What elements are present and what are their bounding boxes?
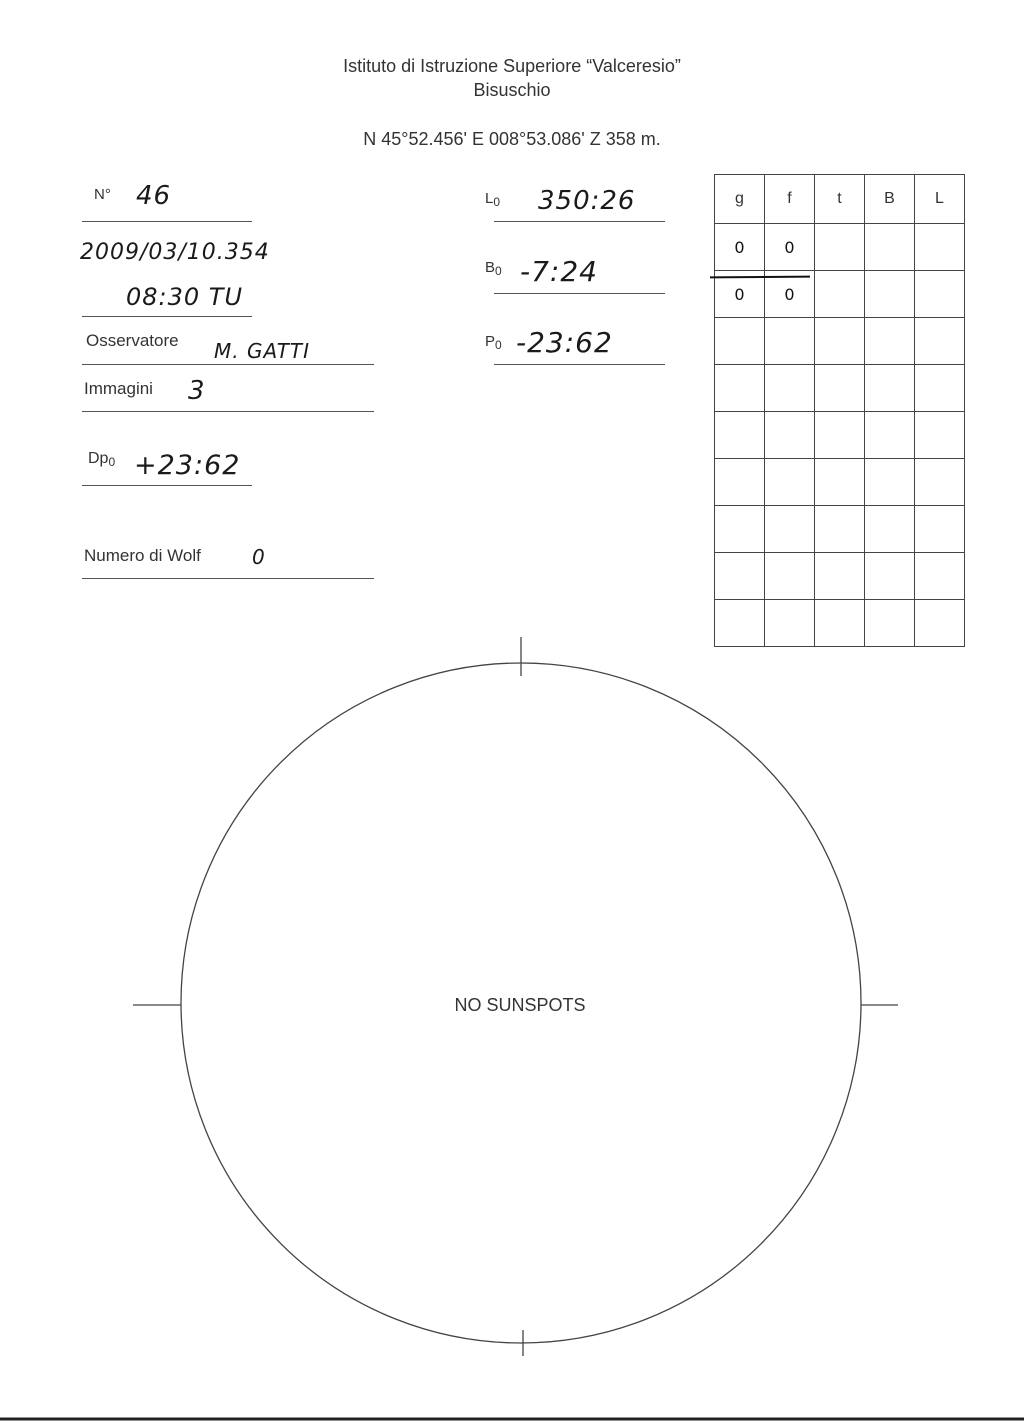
p0-value: -23:62 (516, 326, 613, 359)
column-header: L (915, 175, 965, 224)
coordinates-line: N 45°52.456' E 008°53.086' Z 358 m. (363, 129, 661, 149)
number-label: N° (94, 186, 111, 203)
images-label: Immagini (84, 379, 153, 398)
b0-label: $B_0$ (485, 259, 502, 278)
wolf-value: 0 (252, 545, 266, 569)
l0-label: $L_0$ (485, 190, 501, 209)
observer-label: Osservatore (86, 331, 179, 350)
table-cell: 0 (765, 224, 815, 271)
dp0-value: +23:62 (134, 450, 241, 481)
table-cell: 0 (715, 224, 765, 271)
wolf-label: Numero di Wolf (84, 546, 201, 565)
table-cell: 0 (715, 271, 765, 318)
no-sunspots-note: NO SUNSPOTS (454, 995, 586, 1015)
number-value: 46 (136, 181, 172, 211)
observer-value: M. GATTI (214, 339, 311, 363)
dp0-label: $Dp_0$ (88, 450, 116, 469)
l0-value: 350:26 (538, 186, 636, 216)
column-header: B (865, 175, 915, 224)
column-header: g (715, 175, 765, 224)
institute-name: Istituto di Istruzione Superiore “Valceresio” (343, 56, 681, 76)
column-header: t (815, 175, 865, 224)
p0-label: $P_0$ (485, 333, 502, 352)
column-header: f (765, 175, 815, 224)
date-value: 2009/03/10.354 (80, 240, 270, 265)
table-cell: 0 (765, 271, 815, 318)
town-name: Bisuschio (473, 80, 551, 100)
b0-value: -7:24 (520, 255, 598, 288)
images-value: 3 (188, 376, 206, 406)
time-value: 08:30 TU (126, 283, 244, 311)
